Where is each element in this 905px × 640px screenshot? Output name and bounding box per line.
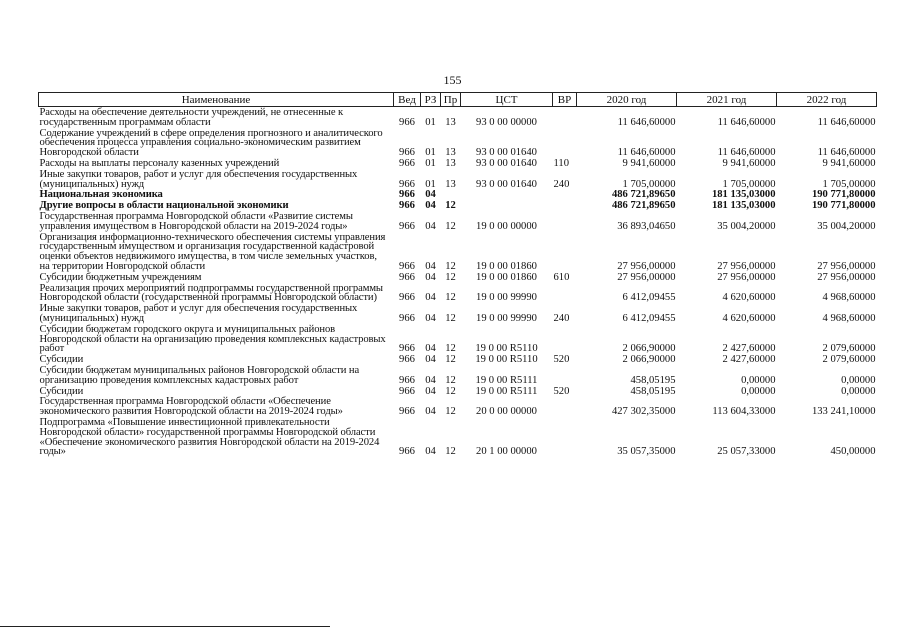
- row-ved: 966: [399, 116, 415, 128]
- row-amount-2021: 4 620,60000: [722, 292, 776, 304]
- row-amount-2022: 4 968,60000: [822, 292, 876, 304]
- row-name: Расходы на обеспечение деятельности учреждений, не отнесенные к государственным программам области: [39, 107, 344, 128]
- row-name: Государственная программа Новгородской области «Обеспечение экономического развития Новгородской области на 2019-2024 годы»: [39, 396, 343, 418]
- row-vr: [553, 128, 577, 158]
- row-vr: [553, 283, 577, 304]
- row-rz: 01: [425, 116, 436, 128]
- row-vr: 110: [553, 157, 569, 169]
- row-name: Реализация прочих мероприятий подпрограммы государственной программы Новгородской области (государственной программы Новгородской области): [39, 282, 383, 304]
- row-vr: [553, 324, 577, 354]
- row-amount-2020: 27 956,00000: [617, 260, 676, 272]
- row-amount-2022: 190 771,80000: [811, 200, 876, 212]
- row-rz: 04: [425, 220, 436, 232]
- table-row: [39, 417, 877, 457]
- row-vr: [553, 365, 577, 386]
- row-name: Субсидии: [39, 385, 84, 397]
- row-pr: 12: [445, 343, 456, 355]
- row-rz: 01: [425, 147, 436, 159]
- row-vr: [553, 107, 577, 128]
- row-name: Организация информационно-технического обеспечения системы управления государственным имуществом и организация государственной кадастровой оценки объектов недвижимого имущества, в том числе земельных участков, на территории Новгородской области: [39, 231, 386, 272]
- row-amount-2021: 27 956,00000: [717, 260, 776, 272]
- row-rz: 04: [425, 189, 436, 201]
- row-ved: 966: [399, 220, 415, 232]
- row-amount-2021: 1 705,00000: [722, 178, 776, 190]
- row-name: Субсидии бюджетам городского округа и муниципальных районов Новгородской области на организацию проведения комплексных кадастровых работ: [39, 323, 386, 355]
- row-ved: 966: [399, 260, 415, 272]
- row-amount-2021: 4 620,60000: [722, 312, 776, 324]
- table-row: [39, 272, 877, 283]
- row-cst: 19 0 00 R5111: [475, 374, 538, 386]
- table-row: [39, 386, 877, 397]
- row-cst: 19 0 00 00000: [476, 220, 537, 232]
- row-amount-2020: 2 066,90000: [622, 343, 676, 355]
- table-row: [39, 365, 877, 386]
- row-name: Содержание учреждений в сфере определения прогнозного и аналитического обеспечения процесса управления социально-экономическим развитием Новгородской области: [39, 127, 383, 159]
- row-name: Государственная программа Новгородской области «Развитие системы управления имуществом в Новгородской области на 2019-2024 годы»: [39, 210, 353, 232]
- row-pr: 12: [445, 354, 456, 366]
- row-rz: 04: [425, 312, 436, 324]
- table-row: [39, 128, 877, 158]
- row-ved: 966: [399, 292, 415, 304]
- row-amount-2021: 0,00000: [741, 374, 776, 386]
- row-vr: 520: [553, 354, 570, 366]
- header-pr: Пр: [441, 93, 461, 107]
- row-amount-2022: 11 646,60000: [817, 147, 876, 159]
- row-ved: 966: [399, 147, 415, 159]
- row-amount-2021: 2 427,60000: [722, 354, 776, 366]
- table-row: [39, 232, 877, 272]
- row-pr: 13: [445, 116, 456, 128]
- row-name: Национальная экономика: [39, 189, 163, 201]
- row-rz: 04: [425, 406, 436, 418]
- row-amount-2020: 458,05195: [630, 374, 676, 386]
- table-row: [39, 396, 877, 417]
- row-name: Иные закупки товаров, работ и услуг для обеспечения государственных (муниципальных) нужд: [39, 303, 358, 324]
- row-pr: 12: [445, 312, 456, 324]
- row-amount-2021: 35 004,20000: [717, 220, 776, 232]
- table-header-row: [39, 93, 877, 107]
- row-name: Субсидии бюджетным учреждениям: [39, 271, 202, 283]
- row-amount-2021: 0,00000: [741, 385, 776, 397]
- row-ved: 966: [399, 385, 415, 397]
- row-vr: [553, 200, 577, 211]
- row-rz: 01: [425, 157, 436, 169]
- row-vr: [553, 211, 577, 232]
- row-ved: 966: [399, 312, 415, 324]
- row-rz: 04: [425, 271, 436, 283]
- table-row: [39, 169, 877, 190]
- row-cst: 20 0 00 00000: [476, 406, 537, 418]
- row-cst: 19 0 00 01860: [476, 271, 537, 283]
- row-cst: 19 0 00 R5110: [475, 354, 538, 366]
- row-amount-2022: 450,00000: [830, 446, 876, 458]
- row-amount-2020: 9 941,60000: [622, 157, 676, 169]
- row-vr: [553, 396, 577, 417]
- table-row: [39, 354, 877, 365]
- row-amount-2021: 9 941,60000: [722, 157, 776, 169]
- row-amount-2022: 133 241,10000: [811, 406, 876, 418]
- row-amount-2022: 27 956,00000: [817, 271, 876, 283]
- row-vr: [553, 417, 577, 457]
- row-pr: 13: [445, 178, 456, 190]
- row-ved: 966: [399, 189, 415, 201]
- row-amount-2020: 1 705,00000: [622, 178, 676, 190]
- row-amount-2022: 35 004,20000: [817, 220, 876, 232]
- row-amount-2022: 4 968,60000: [822, 312, 876, 324]
- header-cst: ЦСТ: [461, 93, 553, 107]
- row-cst: [461, 189, 553, 200]
- row-name: Иные закупки товаров, работ и услуг для обеспечения государственных (муниципальных) нужд: [39, 168, 358, 190]
- row-ved: 966: [399, 406, 415, 418]
- row-pr: 12: [445, 385, 456, 397]
- row-amount-2020: 11 646,60000: [617, 147, 676, 159]
- row-ved: 966: [399, 178, 415, 190]
- row-amount-2020: 6 412,09455: [622, 292, 676, 304]
- row-amount-2020: 427 302,35000: [611, 406, 676, 418]
- table-row: [39, 158, 877, 169]
- row-amount-2021: 11 646,60000: [717, 147, 776, 159]
- row-amount-2020: 35 057,35000: [617, 446, 676, 458]
- row-vr: 240: [553, 312, 570, 324]
- row-amount-2021: 27 956,00000: [717, 271, 776, 283]
- row-rz: 04: [425, 446, 436, 458]
- row-name: Другие вопросы в области национальной экономики: [39, 200, 289, 212]
- row-pr: 13: [445, 157, 456, 169]
- row-rz: 04: [425, 385, 436, 397]
- row-amount-2021: 11 646,60000: [717, 116, 776, 128]
- table-row: [39, 324, 877, 354]
- row-cst: 93 0 00 00000: [476, 116, 537, 128]
- header-year-2022: 2022 год: [777, 93, 877, 107]
- header-rz: РЗ: [421, 93, 441, 107]
- row-amount-2022: 0,00000: [841, 374, 876, 386]
- row-pr: 12: [445, 260, 456, 272]
- row-pr: 12: [445, 271, 456, 283]
- row-amount-2020: 11 646,60000: [617, 116, 676, 128]
- row-rz: 04: [425, 260, 436, 272]
- row-pr: [441, 189, 461, 200]
- table-body: [39, 107, 877, 458]
- row-vr: 610: [553, 271, 570, 283]
- row-amount-2022: 0,00000: [841, 385, 876, 397]
- row-amount-2020: 458,05195: [630, 385, 676, 397]
- footer-divider: [0, 626, 330, 627]
- row-name: Субсидии бюджетам муниципальных районов Новгородской области на организацию проведения комплексных кадастровых работ: [39, 364, 360, 386]
- row-ved: 966: [399, 374, 415, 386]
- row-name: Расходы на выплаты персоналу казенных учреждений: [39, 157, 280, 169]
- row-pr: 12: [445, 292, 456, 304]
- row-amount-2021: 113 604,33000: [712, 406, 776, 418]
- row-rz: 04: [425, 200, 436, 212]
- row-cst: 93 0 00 01640: [476, 147, 537, 159]
- row-rz: 04: [425, 343, 436, 355]
- row-amount-2020: 2 066,90000: [622, 354, 676, 366]
- row-ved: 966: [399, 271, 415, 283]
- row-ved: 966: [399, 446, 415, 458]
- header-vr: ВР: [553, 93, 577, 107]
- row-cst: 19 0 00 01860: [476, 260, 537, 272]
- row-vr: [553, 232, 577, 272]
- row-name: Субсидии: [39, 354, 84, 366]
- row-amount-2020: 36 893,04650: [617, 220, 676, 232]
- row-amount-2022: 2 079,60000: [822, 343, 876, 355]
- row-pr: 13: [445, 147, 456, 159]
- table-row: [39, 200, 877, 211]
- row-cst: 93 0 00 01640: [476, 157, 537, 169]
- row-amount-2022: 9 941,60000: [822, 157, 876, 169]
- header-name: Наименование: [39, 93, 394, 107]
- row-cst: 93 0 00 01640: [476, 178, 537, 190]
- row-amount-2022: 2 079,60000: [822, 354, 876, 366]
- row-amount-2020: 486 721,89650: [611, 200, 676, 212]
- row-amount-2020: 27 956,00000: [617, 271, 676, 283]
- row-pr: 12: [445, 220, 456, 232]
- row-vr: 240: [553, 178, 570, 190]
- row-rz: 04: [425, 374, 436, 386]
- row-cst: 20 1 00 00000: [476, 446, 537, 458]
- budget-table: [38, 92, 877, 457]
- header-year-2020: 2020 год: [577, 93, 677, 107]
- row-amount-2022: 190 771,80000: [811, 189, 876, 201]
- row-cst: 19 0 00 R5110: [475, 343, 538, 355]
- row-rz: 01: [425, 178, 436, 190]
- row-amount-2021: 25 057,33000: [717, 446, 776, 458]
- row-amount-2021: 2 427,60000: [722, 343, 776, 355]
- row-amount-2020: 486 721,89650: [611, 189, 676, 201]
- row-cst: 19 0 00 99990: [476, 312, 537, 324]
- row-ved: 966: [399, 354, 415, 366]
- row-amount-2022: 1 705,00000: [822, 178, 876, 190]
- row-amount-2021: 181 135,03000: [711, 189, 776, 201]
- row-rz: 04: [425, 354, 436, 366]
- row-ved: 966: [399, 157, 415, 169]
- table-row: [39, 189, 877, 200]
- row-cst: 19 0 00 99990: [476, 292, 537, 304]
- header-ved: Вед: [394, 93, 421, 107]
- table-row: [39, 211, 877, 232]
- row-ved: 966: [399, 343, 415, 355]
- row-pr: 12: [445, 374, 456, 386]
- row-amount-2022: 11 646,60000: [817, 116, 876, 128]
- row-rz: 04: [425, 292, 436, 304]
- row-pr: 12: [445, 406, 456, 418]
- header-year-2021: 2021 год: [677, 93, 777, 107]
- row-amount-2020: 6 412,09455: [622, 312, 676, 324]
- row-name: Подпрограмма «Повышение инвестиционной привлекательности Новгородской области» государственной программы Новгородской области «Обеспечение экономического развития Новгородской области на 2019-2024 годы»: [39, 416, 380, 458]
- row-vr: [553, 189, 577, 200]
- row-pr: 12: [445, 446, 456, 458]
- row-vr: 520: [553, 385, 570, 397]
- page-number: 155: [443, 73, 462, 87]
- row-cst: 19 0 00 R5111: [475, 385, 538, 397]
- row-amount-2021: 181 135,03000: [711, 200, 776, 212]
- row-ved: 966: [399, 200, 415, 212]
- row-amount-2022: 27 956,00000: [817, 260, 876, 272]
- table-row: [39, 283, 877, 304]
- row-cst: [461, 200, 553, 211]
- table-row: [39, 107, 877, 128]
- table-row: [39, 303, 877, 324]
- row-pr: 12: [445, 200, 456, 212]
